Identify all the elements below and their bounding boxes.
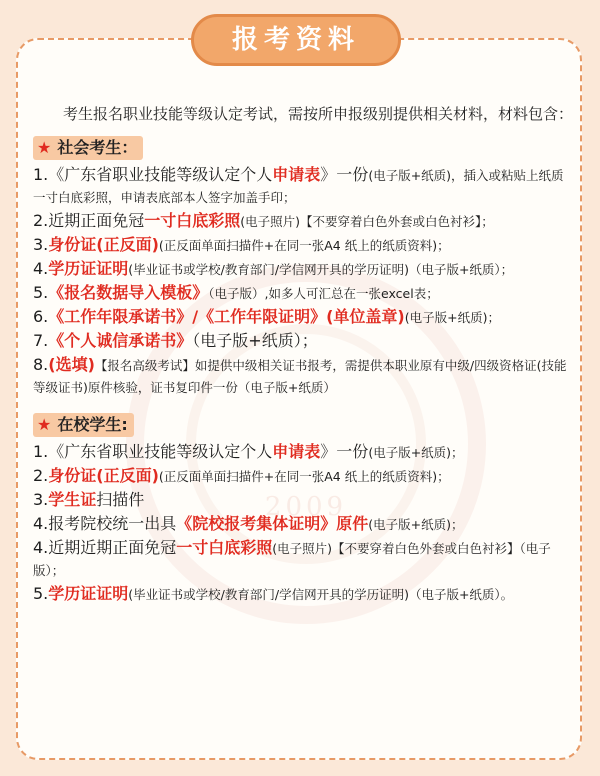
section-title: 社会考生： xyxy=(57,138,138,157)
item-highlight: 一寸白底彩照 xyxy=(176,538,273,557)
item-highlight: 学历证证明 xyxy=(48,259,129,278)
list-item xyxy=(33,441,573,464)
list-item xyxy=(33,583,573,606)
item-number: 1. xyxy=(33,165,49,184)
item-highlight: 身份证(正反面) xyxy=(48,235,159,254)
item-note: (电子版+纸质)； xyxy=(368,517,464,532)
star-icon: ★ xyxy=(37,415,52,434)
item-highlight: 《院校报考集体证明》原件 xyxy=(176,514,369,533)
item-number: 4. xyxy=(33,514,49,533)
item-highlight: 《报名数据导入模板》 xyxy=(48,283,209,302)
item-highlight: 《个人诚信承诺书》 xyxy=(48,331,193,350)
section-heading-social xyxy=(33,136,573,160)
item-text: 近期近期正面免冠 xyxy=(48,538,177,557)
item-number: 6. xyxy=(33,307,49,326)
item-highlight: (选填) xyxy=(48,355,95,374)
item-note: (正反面单面扫描件+在同一张A4 纸上的纸质资料)； xyxy=(158,469,450,484)
list-item xyxy=(33,210,573,233)
list-item xyxy=(33,465,573,488)
item-number: 2. xyxy=(33,466,49,485)
list-item xyxy=(33,537,573,582)
section-highlight xyxy=(33,413,134,437)
item-number: 1. xyxy=(33,442,49,461)
item-highlight: 一寸白底彩照 xyxy=(144,211,241,230)
item-number: 5. xyxy=(33,584,49,603)
list-item xyxy=(33,489,573,512)
item-note: （电子版）,如多人可汇总在一张excel表； xyxy=(208,286,439,301)
item-number: 5. xyxy=(33,283,49,302)
list-item xyxy=(33,513,573,536)
item-text: 近期正面免冠 xyxy=(48,211,145,230)
list-item xyxy=(33,354,573,399)
item-text: 《广东省职业技能等级认定个人 xyxy=(48,442,273,461)
item-highlight: 申请表 xyxy=(272,165,321,184)
section-title: 在校学生: xyxy=(57,415,128,434)
list-item xyxy=(33,330,573,353)
item-number: 8. xyxy=(33,355,49,374)
item-highlight: 身份证(正反面) xyxy=(48,466,159,485)
list-item xyxy=(33,306,573,329)
list-item xyxy=(33,258,573,281)
item-note: 【报名高级考试】如提供中级相关证书报考，需提供本职业原有中级/四级资格证(技能等级证书)原件核验，证书复印件一份（电子版+纸质） xyxy=(33,358,567,395)
item-highlight: 学生证 xyxy=(48,490,97,509)
item-note: (毕业证书或学校/教育部门/学信网开具的学历证明)（电子版+纸质）； xyxy=(128,262,514,277)
item-highlight: 学历证证明 xyxy=(48,584,129,603)
item-text: 》一份 xyxy=(320,442,369,461)
item-highlight: 《工作年限承诺书》/《工作年限证明》(单位盖章) xyxy=(48,307,405,326)
item-number: 7. xyxy=(33,331,49,350)
item-number: 4. xyxy=(33,259,49,278)
item-number: 2. xyxy=(33,211,49,230)
list-item xyxy=(33,164,573,209)
item-text: 扫描件 xyxy=(96,490,145,509)
section-list-students xyxy=(33,441,573,606)
seal-year: 2009 xyxy=(264,492,348,522)
section-heading-students xyxy=(33,413,573,437)
item-note: (毕业证书或学校/教育部门/学信网开具的学历证明)（电子版+纸质）。 xyxy=(128,587,514,602)
item-note: (电子版+纸质)； xyxy=(368,445,464,460)
item-note: (电子照片)【不要穿着白色外套或白色衬衫】； xyxy=(240,214,494,229)
list-item xyxy=(33,234,573,257)
item-note: (电子版+纸质)，插入或粘贴上纸质一寸白底彩照，申请表底部本人签字加盖手印； xyxy=(33,168,564,205)
page-title: 报考资料 xyxy=(191,14,401,66)
section-list-social xyxy=(33,164,573,399)
document-body xyxy=(33,102,573,607)
item-text: （电子版+纸质）； xyxy=(192,331,318,350)
item-text: 报考院校统一出具 xyxy=(48,514,177,533)
item-note: (正反面单面扫描件+在同一张A4 纸上的纸质资料)； xyxy=(158,238,450,253)
item-text: 》一份 xyxy=(320,165,369,184)
intro-paragraph: 考生报名职业技能等级认定考试，需按所申报级别提供相关材料，材料包含： xyxy=(63,105,574,123)
star-icon: ★ xyxy=(37,138,52,157)
item-note: (电子版+纸质)； xyxy=(404,310,500,325)
list-item xyxy=(33,282,573,305)
item-number: 3. xyxy=(33,235,49,254)
item-text: 《广东省职业技能等级认定个人 xyxy=(48,165,273,184)
section-highlight xyxy=(33,136,143,160)
item-number: 3. xyxy=(33,490,49,509)
item-note: (电子照片)【不要穿着白色外套或白色衬衫】（电子版）； xyxy=(33,541,551,578)
item-number: 4. xyxy=(33,538,49,557)
item-highlight: 申请表 xyxy=(272,442,321,461)
